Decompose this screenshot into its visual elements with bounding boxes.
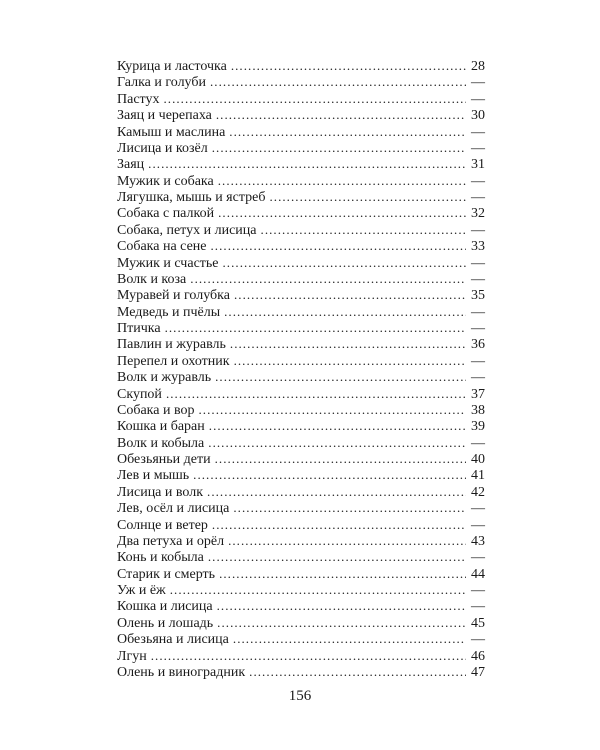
toc-entry-page: 43 [471, 533, 485, 549]
toc-entry [117, 435, 485, 451]
toc-entry-page: — [471, 321, 485, 336]
toc-entry [117, 107, 485, 123]
dot-leader [211, 238, 467, 254]
toc-entry-title: Заяц [117, 157, 145, 173]
toc-entry-page: — [471, 222, 485, 238]
page-number: 156 [288, 688, 312, 704]
toc-entry-title: Солнце и ветер [117, 517, 208, 533]
toc-entry [117, 517, 485, 533]
toc-entry-title: Волк и коза [117, 271, 187, 287]
toc-entry-page: 36 [471, 337, 485, 353]
dot-leader [230, 336, 466, 352]
dot-leader [212, 140, 466, 156]
toc-entry [117, 467, 485, 483]
toc-entry-page: 46 [471, 648, 485, 664]
dot-leader [210, 74, 466, 90]
toc-entry-title: Лев, осёл и лисица [117, 501, 230, 517]
toc-entry-page: 31 [471, 157, 485, 173]
toc-entry [117, 271, 485, 287]
toc-entry [117, 238, 485, 254]
dot-leader [212, 517, 466, 533]
toc-entry-page: — [471, 271, 485, 287]
dot-leader [166, 386, 466, 402]
toc-entry [117, 140, 485, 156]
toc-entry-page: 28 [471, 59, 485, 74]
dot-leader [218, 173, 466, 189]
toc-entry-page: 40 [471, 452, 485, 467]
toc-entry-title: Медведь и пчёлы [117, 304, 221, 320]
toc-entry [117, 58, 485, 74]
toc-entry-page: — [471, 550, 485, 566]
toc-entry-title: Муравей и голубка [117, 288, 230, 304]
toc-entry-title: Кошка и баран [117, 419, 205, 435]
toc-entry-title: Олень и виноградник [117, 664, 246, 680]
toc-entry-page: — [471, 353, 485, 369]
dot-leader [219, 566, 466, 582]
table-of-contents [117, 58, 485, 680]
toc-entry [117, 287, 485, 303]
toc-entry [117, 74, 485, 90]
dot-leader [217, 598, 466, 614]
toc-entry [117, 91, 485, 107]
toc-entry-page: 35 [471, 288, 485, 304]
toc-entry-page: 33 [471, 239, 485, 255]
dot-leader [269, 189, 466, 205]
dot-leader [217, 615, 466, 631]
toc-entry-title: Обезьяньи дети [117, 452, 211, 467]
toc-entry-title: Лисица и волк [117, 484, 204, 500]
toc-entry-page: — [471, 599, 485, 615]
toc-entry [117, 500, 485, 516]
dot-leader [207, 484, 466, 500]
toc-entry [117, 631, 485, 647]
toc-entry-page: — [471, 370, 485, 386]
toc-entry [117, 582, 485, 598]
dot-leader [208, 549, 466, 565]
toc-entry [117, 369, 485, 385]
dot-leader [199, 402, 467, 418]
dot-leader [170, 582, 466, 598]
toc-entry [117, 549, 485, 565]
dot-leader [231, 58, 466, 74]
dot-leader [209, 418, 466, 434]
toc-entry [117, 566, 485, 582]
dot-leader [208, 435, 466, 451]
toc-entry-title: Мужик и собака [117, 173, 214, 189]
dot-leader [233, 631, 466, 647]
toc-entry-title: Лисица и козёл [117, 140, 208, 156]
toc-entry-title: Камыш и маслина [117, 124, 226, 140]
toc-entry [117, 386, 485, 402]
dot-leader [224, 304, 466, 320]
toc-entry-title: Уж и ёж [117, 583, 166, 598]
toc-entry [117, 484, 485, 500]
toc-entry-page: — [471, 517, 485, 533]
toc-entry-title: Курица и ласточка [117, 59, 227, 74]
toc-entry [117, 222, 485, 238]
dot-leader [229, 124, 466, 140]
dot-leader [228, 533, 466, 549]
toc-entry-page: 42 [471, 484, 485, 500]
toc-entry-title: Кошка и лисица [117, 599, 213, 615]
toc-entry-page: 47 [471, 664, 485, 680]
toc-entry-page: 30 [471, 108, 485, 124]
dot-leader [223, 255, 467, 271]
toc-entry [117, 304, 485, 320]
toc-entry [117, 418, 485, 434]
toc-entry-title: Мужик и счастье [117, 255, 219, 271]
toc-entry-title: Обезьяна и лисица [117, 632, 229, 648]
toc-entry-page: — [471, 435, 485, 451]
toc-entry-title: Скупой [117, 386, 162, 402]
toc-entry [117, 598, 485, 614]
toc-entry-title: Собака на сене [117, 239, 207, 255]
toc-entry-page: 32 [471, 206, 485, 222]
toc-entry-page: 37 [471, 386, 485, 402]
dot-leader [233, 500, 466, 516]
toc-entry-title: Пастух [117, 91, 160, 107]
toc-entry-page: — [471, 75, 485, 91]
toc-entry [117, 336, 485, 352]
toc-entry-title: Павлин и журавль [117, 337, 226, 353]
dot-leader [148, 156, 466, 172]
toc-entry-title: Галка и голуби [117, 75, 206, 91]
toc-entry [117, 189, 485, 205]
toc-entry-page: 41 [471, 468, 485, 484]
dot-leader [193, 467, 466, 483]
toc-entry-page: — [471, 173, 485, 189]
toc-entry [117, 533, 485, 549]
dot-leader [215, 369, 466, 385]
toc-entry-page: — [471, 124, 485, 140]
toc-entry [117, 156, 485, 172]
toc-entry-title: Собака, петух и лисица [117, 222, 257, 238]
toc-entry-page: — [471, 501, 485, 517]
toc-entry-title: Волк и журавль [117, 370, 212, 386]
dot-leader [215, 451, 466, 467]
dot-leader [216, 107, 466, 123]
toc-entry-page: 39 [471, 419, 485, 435]
toc-entry-title: Птичка [117, 321, 161, 336]
toc-entry-title: Конь и кобыла [117, 550, 204, 566]
dot-leader [151, 648, 466, 664]
toc-entry [117, 173, 485, 189]
toc-entry-title: Два петуха и орёл [117, 533, 225, 549]
toc-entry-title: Лев и мышь [117, 468, 190, 484]
toc-entry [117, 451, 485, 467]
toc-entry-page: 45 [471, 615, 485, 631]
dot-leader [234, 353, 466, 369]
toc-entry-title: Олень и лошадь [117, 615, 214, 631]
toc-entry [117, 615, 485, 631]
toc-entry-title: Собака и вор [117, 402, 195, 418]
dot-leader [190, 271, 466, 287]
toc-entry [117, 402, 485, 418]
toc-entry-title: Заяц и черепаха [117, 108, 212, 124]
toc-entry-page: 44 [471, 566, 485, 582]
toc-entry-title: Лгун [117, 648, 147, 664]
toc-entry-page: — [471, 255, 485, 271]
toc-entry-page: — [471, 140, 485, 156]
dot-leader [163, 91, 466, 107]
dot-leader [249, 664, 466, 680]
dot-leader [261, 222, 466, 238]
toc-entry [117, 664, 485, 680]
toc-entry-page: — [471, 304, 485, 320]
dot-leader [234, 287, 466, 303]
toc-entry-title: Собака с палкой [117, 206, 215, 222]
toc-entry-page: — [471, 91, 485, 107]
dot-leader [165, 320, 466, 336]
toc-entry-page: — [471, 583, 485, 598]
toc-entry [117, 124, 485, 140]
toc-entry-page: 38 [471, 402, 485, 418]
toc-entry-page: — [471, 190, 485, 205]
toc-entry-page: — [471, 632, 485, 648]
toc-entry [117, 648, 485, 664]
toc-entry [117, 320, 485, 336]
toc-entry-title: Лягушка, мышь и ястреб [117, 190, 266, 205]
toc-entry-title: Старик и смерть [117, 566, 216, 582]
toc-entry-title: Перепел и охотник [117, 353, 230, 369]
toc-entry [117, 205, 485, 221]
dot-leader [218, 205, 466, 221]
toc-entry [117, 353, 485, 369]
toc-entry [117, 255, 485, 271]
toc-entry-title: Волк и кобыла [117, 435, 205, 451]
